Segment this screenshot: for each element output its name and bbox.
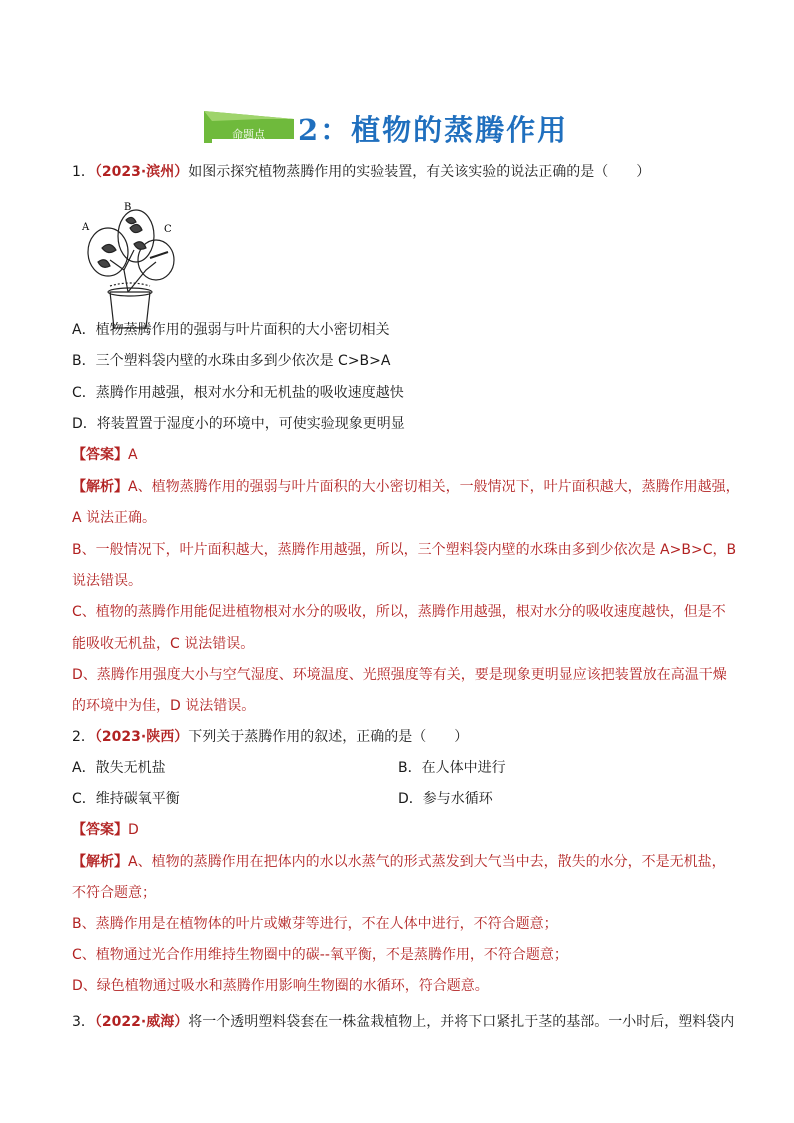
- title-text: 2：植物的蒸腾作用: [298, 113, 569, 147]
- analysis-label: 【解析】: [72, 479, 128, 495]
- q2-option-d: D．参与水循环: [398, 791, 493, 807]
- q2-stem: 下列关于蒸腾作用的叙述，正确的是（ ）: [188, 729, 469, 745]
- q3-source: （2022·威海）: [94, 1014, 189, 1030]
- section-title: [0, 104, 794, 148]
- q2-analysis-line: B、蒸腾作用是在植物体的叶片或嫩芽等进行，不在人体中进行，不符合题意；: [72, 916, 558, 932]
- q2-source: （2023·陕西）: [94, 729, 189, 745]
- q2-analysis-line: C、植物通过光合作用维持生物圈中的碳--氧平衡，不是蒸腾作用，不符合题意；: [72, 947, 568, 963]
- analysis-label: 【解析】: [72, 854, 128, 870]
- answer-value: D: [128, 822, 139, 838]
- q2-number: 2．: [72, 729, 95, 745]
- figure-label-b: B: [124, 202, 132, 213]
- q1-option-b: B．三个塑料袋内壁的水珠由多到少依次是 C>B>A: [72, 353, 391, 369]
- q3-stem: 将一个透明塑料袋套在一株盆栽植物上，并将下口紧扎于茎的基部。一小时后，塑料袋内: [188, 1014, 735, 1030]
- q1-analysis-line: [72, 477, 740, 497]
- q2-analysis-line: [72, 852, 724, 872]
- q1-analysis-line: 说法错误。: [72, 573, 142, 589]
- q2-option-b: B．在人体中进行: [398, 760, 506, 776]
- q1-analysis-line: A 说法正确。: [72, 510, 157, 526]
- q3-stem-line: [72, 1012, 735, 1032]
- q1-stem-line: [72, 162, 724, 182]
- q2-option-a: A．散失无机盐: [72, 760, 166, 776]
- figure-label-a: A: [82, 222, 90, 233]
- q1-option-c: C．蒸腾作用越强，根对水分和无机盐的吸收速度越快: [72, 385, 404, 401]
- answer-value: A: [128, 447, 138, 463]
- q2-analysis-line: 不符合题意；: [72, 885, 156, 901]
- analysis-text: A、植物蒸腾作用的强弱与叶片面积的大小密切相关，一般情况下，叶片面积越大，蒸腾作用越强，: [128, 479, 740, 495]
- q2-options-row: [72, 758, 724, 778]
- q1-stem: 如图示探究植物蒸腾作用的实验装置，有关该实验的说法正确的是（ ）: [188, 164, 651, 180]
- plant-experiment-figure: [80, 200, 180, 330]
- q2-stem-line: [72, 727, 724, 747]
- q2-options-row: [72, 789, 724, 809]
- answer-label: 【答案】: [72, 447, 128, 463]
- analysis-text: A、植物的蒸腾作用在把体内的水以水蒸气的形式蒸发到大气当中去，散失的水分，不是无机盐，: [128, 854, 726, 870]
- q1-source: （2023·滨州）: [94, 164, 189, 180]
- q2-option-c: C．维持碳氧平衡: [72, 791, 180, 807]
- q3-number: 3．: [72, 1014, 95, 1030]
- figure-label-c: C: [164, 224, 172, 235]
- q1-analysis-line: 能吸收无机盐，C 说法错误。: [72, 636, 255, 652]
- badge-label: 命题点: [232, 128, 265, 141]
- q1-number: 1．: [72, 164, 95, 180]
- q2-answer: [72, 820, 724, 840]
- topic-badge-icon: [202, 109, 298, 145]
- q1-option-d: D．将装置置于湿度小的环境中，可使实验现象更明显: [72, 416, 405, 432]
- q1-analysis-line: C、植物的蒸腾作用能促进植物根对水分的吸收，所以，蒸腾作用越强，根对水分的吸收速度越快，但是不: [72, 604, 726, 620]
- q1-analysis-line: 的环境中为佳，D 说法错误。: [72, 698, 256, 714]
- q1-answer: [72, 445, 724, 465]
- answer-label: 【答案】: [72, 822, 128, 838]
- q1-analysis-line: B、一般情况下，叶片面积越大，蒸腾作用越强，所以，三个塑料袋内壁的水珠由多到少依次是 A>B>C，B: [72, 542, 737, 558]
- q2-analysis-line: D、绿色植物通过吸水和蒸腾作用影响生物圈的水循环，符合题意。: [72, 978, 489, 994]
- q1-option-a: A．植物蒸腾作用的强弱与叶片面积的大小密切相关: [72, 322, 390, 338]
- q1-analysis-line: D、蒸腾作用强度大小与空气湿度、环境温度、光照强度等有关，要是现象更明显应该把装置放在高温干燥: [72, 667, 727, 683]
